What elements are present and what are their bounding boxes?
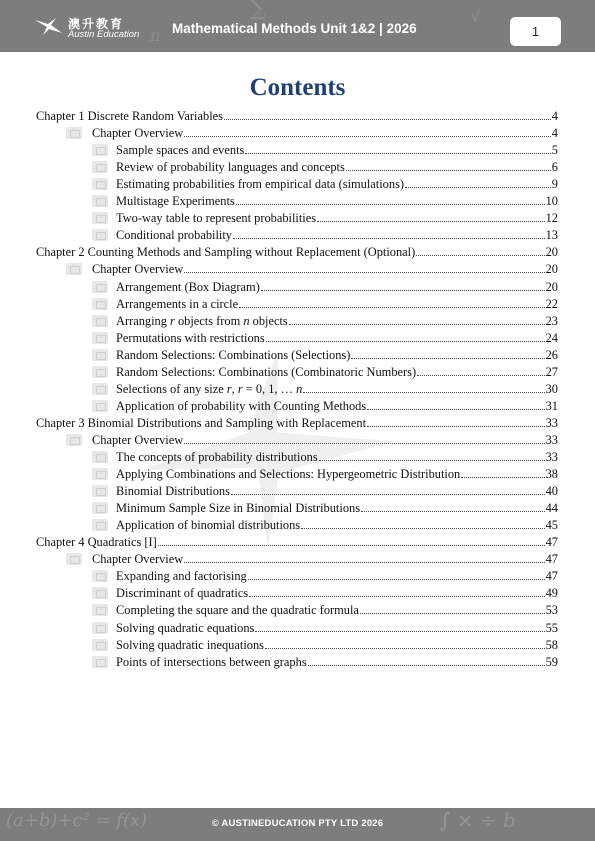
toc-entry-title: Chapter 4 Quadratics [I] (36, 535, 157, 550)
toc-leader-dots (239, 307, 544, 308)
toc-leader-dots (417, 375, 545, 376)
header-decoration: √ (470, 6, 482, 27)
toc-section-entry[interactable] (92, 432, 558, 448)
toc-section-entry[interactable] (116, 227, 558, 243)
footer-decoration: ∫ × ÷ b (440, 808, 516, 832)
toc-leader-dots (266, 341, 545, 342)
toc-section-entry[interactable] (116, 620, 558, 636)
toc-section-entry[interactable] (116, 637, 558, 653)
toc-entry-page: 49 (545, 586, 558, 601)
logo-chinese-name: 澳升教育 (68, 17, 125, 31)
toc-entry-title: Chapter Overview (92, 262, 184, 277)
toc-entry-page: 33 (545, 415, 558, 430)
toc-entry-title: Discriminant of quadratics (116, 586, 249, 601)
toc-entry-page: 38 (545, 467, 558, 482)
toc-section-entry[interactable] (92, 125, 558, 141)
toc-entry-page: 27 (545, 364, 558, 379)
toc-entry-title: Arrangements in a circle (116, 296, 239, 311)
toc-leader-dots (255, 631, 544, 632)
toc-bullet-icon (92, 298, 108, 310)
footer-copyright: © AUSTINEDUCATION PTY LTD 2026 (211, 818, 384, 829)
toc-leader-dots (405, 187, 551, 188)
toc-leader-dots (361, 511, 545, 512)
toc-entry-page: 53 (545, 603, 558, 618)
toc-entry-page: 4 (551, 126, 558, 141)
toc-entry-title: Points of intersections between graphs (116, 654, 307, 669)
toc-entry-title: Solving quadratic equations (116, 620, 255, 635)
toc-section-entry[interactable] (116, 176, 558, 192)
toc-entry-page: 33 (545, 432, 558, 447)
toc-entry-title: Random Selections: Combinations (Selections) (116, 347, 351, 362)
toc-entry-page: 12 (545, 211, 558, 226)
toc-section-entry[interactable] (116, 296, 558, 312)
toc-bullet-icon (66, 263, 82, 275)
toc-entry-page: 31 (545, 398, 558, 413)
toc-chapter-entry[interactable] (36, 108, 558, 124)
toc-entry-page: 22 (545, 296, 558, 311)
toc-bullet-icon (92, 519, 108, 531)
toc-bullet-icon (92, 451, 108, 463)
toc-leader-dots (184, 272, 544, 273)
toc-bullet-icon (66, 553, 82, 565)
toc-entry-title: Two-way table to represent probabilities (116, 211, 317, 226)
toc-bullet-icon (92, 349, 108, 361)
toc-leader-dots (289, 324, 545, 325)
toc-entry-page: 45 (545, 518, 558, 533)
toc-section-entry[interactable] (116, 585, 558, 601)
toc-leader-dots (351, 358, 544, 359)
toc-leader-dots (245, 153, 550, 154)
toc-entry-page: 5 (551, 143, 558, 158)
toc-entry-title: Application of probability with Counting Methods (116, 398, 367, 413)
toc-entry-page: 10 (545, 194, 558, 209)
toc-leader-dots (248, 579, 545, 580)
header-decoration: π (150, 26, 161, 45)
toc-bullet-icon (92, 587, 108, 599)
toc-entry-title: Multistage Experiments (116, 194, 235, 209)
toc-entry-title: Selections of any size r, r = 0, 1, … n (116, 381, 303, 396)
logo-english-name: Austin Education (68, 29, 140, 40)
toc-entry-title: Applying Combinations and Selections: Hypergeometric Distribution (116, 467, 461, 482)
toc-leader-dots (367, 409, 544, 410)
toc-leader-dots (265, 648, 545, 649)
toc-bullet-icon (92, 229, 108, 241)
toc-section-entry[interactable] (116, 654, 558, 670)
toc-entry-page: 23 (545, 313, 558, 328)
toc-bullet-icon (92, 281, 108, 293)
toc-leader-dots (249, 596, 544, 597)
page-header (0, 0, 595, 52)
toc-section-entry[interactable] (116, 364, 558, 380)
toc-entry-page: 30 (545, 381, 558, 396)
toc-chapter-entry[interactable] (36, 534, 558, 550)
toc-entry-page: 58 (545, 637, 558, 652)
toc-bullet-icon (92, 656, 108, 668)
toc-entry-title: Review of probability languages and concepts (116, 160, 345, 175)
toc-entry-title: The concepts of probability distributions (116, 450, 318, 464)
toc-entry-page: 20 (545, 279, 558, 294)
toc-entry-title: Solving quadratic inequations (116, 637, 264, 652)
footer-decoration: (a+b)+c² = f(x) (6, 810, 148, 831)
toc-bullet-icon (92, 485, 108, 497)
toc-bullet-icon (92, 639, 108, 651)
toc-section-entry[interactable] (116, 483, 558, 499)
toc-section-entry[interactable] (116, 330, 558, 346)
toc-entry-title: Arranging r objects from n objects (116, 313, 288, 328)
toc-section-entry[interactable] (116, 449, 558, 465)
contents-title: Contents (249, 74, 346, 101)
toc-entry-title: Conditional probability (116, 228, 232, 243)
toc-leader-dots (303, 392, 544, 393)
toc-leader-dots (224, 119, 551, 120)
toc-bullet-icon (92, 570, 108, 582)
toc-entry-title: Sample spaces and events (116, 143, 245, 158)
toc-entry-page: 47 (545, 569, 558, 584)
toc-entry-title: Chapter Overview (92, 432, 184, 447)
toc-bullet-icon (66, 434, 82, 446)
toc-bullet-icon (92, 622, 108, 634)
toc-entry-page: 20 (545, 262, 558, 277)
toc-leader-dots (158, 545, 545, 546)
toc-entry-page: 55 (545, 620, 558, 635)
toc-section-entry[interactable] (116, 602, 558, 618)
toc-section-entry[interactable] (116, 159, 558, 175)
page-footer (0, 808, 595, 841)
logo (34, 15, 144, 41)
toc-entry-page: 20 (545, 245, 558, 260)
toc-entry-title: Completing the square and the quadratic formula (116, 603, 359, 618)
toc-bullet-icon (66, 127, 82, 139)
toc-entry-title: Binomial Distributions (116, 484, 230, 499)
toc-entry-title: Chapter 3 Binomial Distributions and Sampling with Replacement (36, 415, 367, 430)
toc-bullet-icon (92, 195, 108, 207)
toc-entry-page: 4 (551, 109, 558, 123)
toc-leader-dots (261, 290, 545, 291)
toc-leader-dots (367, 426, 545, 427)
header-title: Mathematical Methods Unit 1&2 | 2026 (172, 21, 417, 36)
toc-entry-title: Minimum Sample Size in Binomial Distributions (116, 501, 361, 516)
toc-entry-page: 59 (545, 654, 558, 669)
toc-bullet-icon (92, 332, 108, 344)
toc-leader-dots (416, 255, 544, 256)
toc-entry-title: Permutations with restrictions (116, 330, 265, 345)
toc-leader-dots (231, 494, 545, 495)
toc-bullet-icon (92, 383, 108, 395)
toc-leader-dots (319, 460, 545, 461)
toc-bullet-icon (92, 315, 108, 327)
toc-entry-page: 40 (545, 484, 558, 499)
toc-chapter-entry[interactable] (36, 415, 558, 431)
toc-entry-title: Chapter 1 Discrete Random Variables (36, 109, 223, 123)
toc-bullet-icon (92, 468, 108, 480)
toc-section-entry[interactable] (92, 551, 558, 567)
toc-section-entry[interactable] (116, 381, 558, 397)
toc-section-entry[interactable] (116, 210, 558, 226)
toc-bullet-icon (92, 178, 108, 190)
toc-bullet-icon (92, 161, 108, 173)
toc-leader-dots (184, 443, 544, 444)
header-decoration: ∑ (250, 0, 266, 21)
toc-bullet-icon (92, 144, 108, 156)
toc-section-entry[interactable] (116, 193, 558, 209)
toc-leader-dots (317, 221, 545, 222)
toc-chapter-entry[interactable] (36, 244, 558, 260)
toc-entry-page: 24 (545, 330, 558, 345)
toc-entry-title: Expanding and factorising (116, 569, 247, 584)
toc-entry-title: Random Selections: Combinations (Combinatoric Numbers) (116, 364, 417, 379)
toc-leader-dots (308, 665, 545, 666)
toc-section-entry[interactable] (116, 466, 558, 482)
toc-entry-page: 47 (545, 552, 558, 567)
toc-leader-dots (184, 136, 551, 137)
toc-leader-dots (346, 170, 551, 171)
toc-section-entry[interactable] (116, 279, 558, 295)
toc-bullet-icon (92, 212, 108, 224)
toc-section-entry[interactable] (116, 500, 558, 516)
toc-bullet-icon (92, 502, 108, 514)
logo-bird-icon (34, 17, 64, 37)
toc-bullet-icon (92, 604, 108, 616)
toc-entry-title: Application of binomial distributions (116, 518, 301, 533)
toc-leader-dots (184, 562, 544, 563)
toc-entry-page: 6 (551, 160, 558, 175)
toc-entry-page: 33 (545, 450, 558, 464)
toc-entry-page: 9 (551, 177, 558, 192)
toc-section-entry[interactable] (116, 398, 558, 414)
toc-section-entry[interactable] (92, 261, 558, 277)
page-number: 1 (510, 17, 561, 46)
toc-entry-page: 13 (545, 228, 558, 243)
toc-leader-dots (461, 477, 544, 478)
toc-entry-title: Arrangement (Box Diagram) (116, 279, 260, 294)
toc-entry-title: Chapter Overview (92, 126, 184, 141)
toc-entry-title: Estimating probabilities from empirical data (simulations) (116, 177, 405, 192)
toc-leader-dots (233, 238, 545, 239)
toc-section-entry[interactable] (116, 568, 558, 584)
toc-bullet-icon (92, 366, 108, 378)
toc-entry-page: 26 (545, 347, 558, 362)
toc-entry-page: 47 (545, 535, 558, 550)
toc-entry-title: Chapter Overview (92, 552, 184, 567)
toc-entry-title: Chapter 2 Counting Methods and Sampling without Replacement (Optional) (36, 245, 416, 260)
toc-leader-dots (360, 613, 545, 614)
toc-section-entry[interactable] (116, 347, 558, 363)
toc-section-entry[interactable] (116, 313, 558, 329)
toc-section-entry[interactable] (116, 517, 558, 533)
toc-entry-page: 44 (545, 501, 558, 516)
toc-section-entry[interactable] (116, 142, 558, 158)
toc-leader-dots (236, 204, 545, 205)
toc-bullet-icon (92, 400, 108, 412)
toc-leader-dots (301, 528, 544, 529)
